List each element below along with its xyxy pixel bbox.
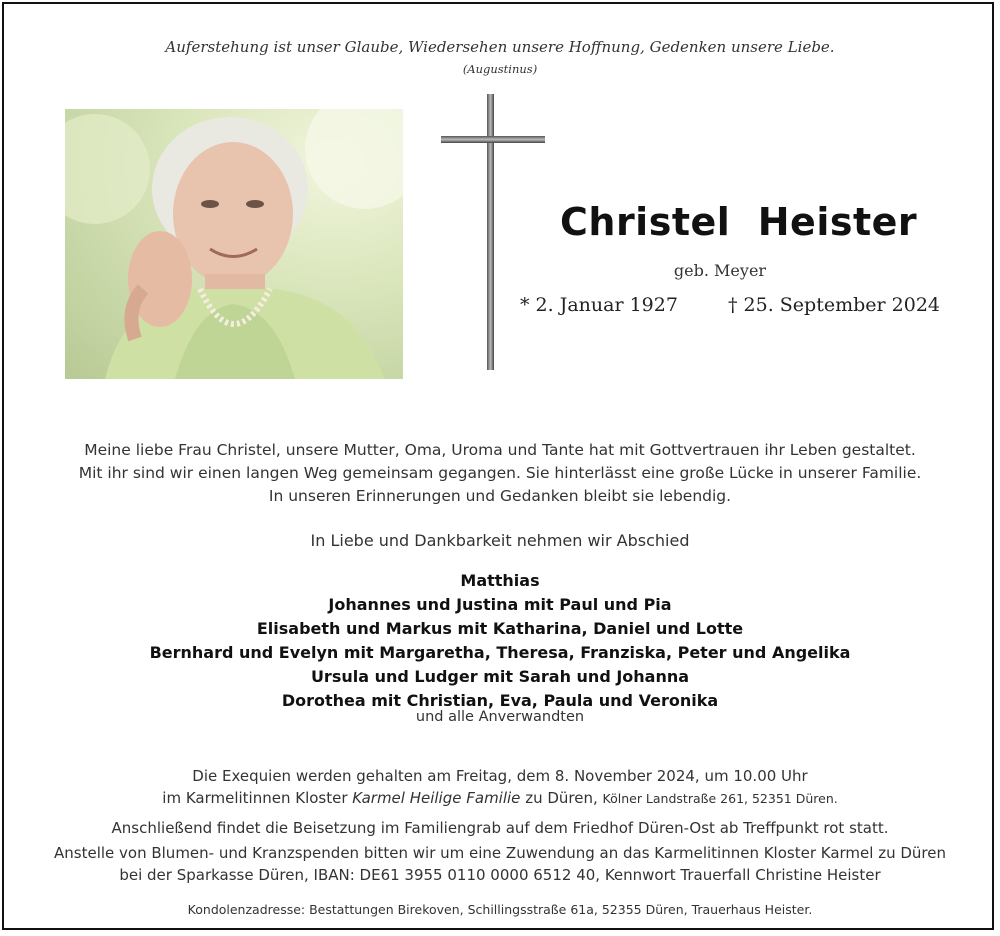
mourner-entry: Ursula und Ludger mit Sarah und Johanna — [310, 667, 690, 686]
burial-line: Anschließend findet die Beisetzung im Familiengrab auf dem Friedhof Düren-Ost ab Treffpunkt rot statt. — [111, 819, 889, 837]
relatives-line: und alle Anverwandten — [415, 709, 585, 725]
mourner-entry: Matthias — [460, 571, 540, 590]
motto-quote: Auferstehung ist unser Glaube, Wiedersehen unsere Hoffnung, Gedenken unsere Liebe. — [165, 38, 835, 56]
location-prefix: im Karmelitinnen Kloster — [162, 789, 353, 807]
mourner-entry: Dorothea mit Christian, Eva, Paula und Veronika — [281, 691, 719, 710]
birth-name: geb. Meyer — [673, 261, 767, 280]
location-suffix: zu Düren, — [520, 789, 603, 807]
funeral-date-line: Die Exequien werden gehalten am Freitag, dem 8. November 2024, um 10.00 Uhr — [192, 767, 808, 785]
motto-source: (Augustinus) — [462, 62, 538, 76]
mourners-list — [0, 569, 1000, 713]
donation-line: Anstelle von Blumen- und Kranzspenden bitten wir um eine Zuwendung an das Karmelitinnen Kloster Karmel zu Düren — [54, 844, 946, 862]
death-date: † 25. September 2024 — [728, 294, 940, 316]
church-name: Karmel Heilige Familie — [352, 789, 521, 807]
funeral-location-line — [0, 787, 1000, 810]
deceased-name: Christel Heister — [560, 200, 918, 244]
message-line: In unseren Erinnerungen und Gedanken bleibt sie lebendig. — [268, 487, 732, 505]
cross-icon — [441, 94, 545, 370]
message-line: Meine liebe Frau Christel, unsere Mutter, Oma, Uroma und Tante hat mit Gottvertrauen ihr Leben gestaltet. — [84, 441, 916, 459]
mourner-entry: Elisabeth und Markus mit Katharina, Daniel und Lotte — [256, 619, 744, 638]
message-line: Mit ihr sind wir einen langen Weg gemeinsam gegangen. Sie hinterlässt eine große Lücke in unserer Familie. — [78, 464, 922, 482]
portrait-photo — [65, 109, 403, 379]
church-address: Kölner Landstraße 261, 52351 Düren. — [602, 791, 838, 806]
condolence-address: Kondolenzadresse: Bestattungen Birekoven, Schillingsstraße 61a, 52355 Düren, Trauerhaus Heister. — [187, 902, 813, 917]
donation-line: bei der Sparkasse Düren, IBAN: DE61 3955 0110 0000 6512 40, Kennwort Trauerfall Christine Heister — [119, 866, 881, 884]
birth-date: * 2. Januar 1927 — [520, 294, 678, 316]
funeral-info — [0, 765, 1000, 886]
memorial-message — [0, 439, 1000, 508]
farewell-line: In Liebe und Dankbarkeit nehmen wir Abschied — [310, 531, 690, 550]
mourner-entry: Johannes und Justina mit Paul und Pia — [328, 595, 672, 614]
mourner-entry: Bernhard und Evelyn mit Margaretha, Theresa, Franziska, Peter und Angelika — [149, 643, 851, 662]
